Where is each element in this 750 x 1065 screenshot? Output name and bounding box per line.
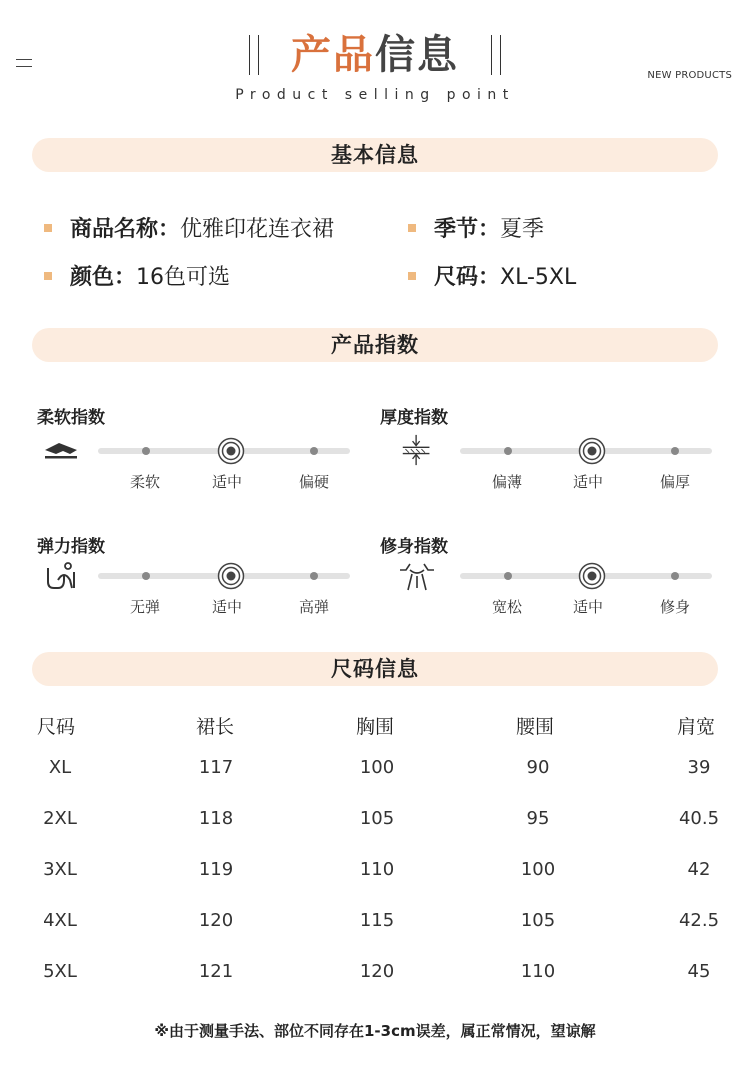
index-dot <box>671 572 679 580</box>
table-cell: 115 <box>359 910 395 931</box>
bullet-icon <box>408 272 416 280</box>
table-header-length: 裙长 <box>196 716 235 738</box>
index-selected-marker <box>217 437 245 465</box>
info-label: 季节： <box>434 217 501 242</box>
table-cell: 110 <box>359 859 395 880</box>
thickness-icon <box>398 434 436 466</box>
measurement-note: ※由于测量手法、部位不同存在1-3cm误差，属正常情况，望谅解 <box>154 1022 596 1040</box>
info-label: 颜色： <box>70 265 137 290</box>
section-basic-info: 基本信息 <box>32 138 718 172</box>
info-product-name <box>44 212 334 243</box>
title-accent: 产品 <box>291 32 375 78</box>
info-value: 16色可选 <box>136 265 231 290</box>
fit-icon <box>398 562 436 594</box>
table-header-shoulder: 肩宽 <box>677 716 716 738</box>
table-cell: 110 <box>520 961 556 982</box>
info-size <box>408 260 576 291</box>
index-tick: 柔软 <box>129 473 160 491</box>
index-tick: 偏硬 <box>298 473 329 491</box>
page-title <box>0 30 750 80</box>
table-cell: 3XL <box>43 859 77 880</box>
index-tick: 偏厚 <box>659 473 690 491</box>
table-cell: 100 <box>520 859 556 880</box>
index-tick: 高弹 <box>298 598 329 616</box>
index-tick: 适中 <box>572 473 603 491</box>
table-cell: 42 <box>687 859 711 880</box>
index-selected-marker <box>217 562 245 590</box>
index-tick: 宽松 <box>491 598 522 616</box>
index-tick: 适中 <box>211 598 242 616</box>
table-cell: 120 <box>359 961 395 982</box>
index-tick: 适中 <box>211 473 242 491</box>
table-cell: 105 <box>359 808 395 829</box>
bullet-icon <box>44 272 52 280</box>
info-value: XL-5XL <box>500 265 577 290</box>
index-title-elasticity: 弹力指数 <box>37 537 105 557</box>
index-dot <box>142 447 150 455</box>
index-dot <box>671 447 679 455</box>
index-dot <box>310 447 318 455</box>
index-tick: 偏薄 <box>491 473 522 491</box>
table-cell: 4XL <box>43 910 77 931</box>
info-color <box>44 260 230 291</box>
table-header-waist: 腰围 <box>516 716 555 738</box>
table-cell: 95 <box>526 808 550 829</box>
table-cell: 45 <box>687 961 711 982</box>
table-header-bust: 胸围 <box>356 716 395 738</box>
title-left-bars <box>249 35 259 75</box>
table-cell: 105 <box>520 910 556 931</box>
info-season <box>408 212 544 243</box>
table-cell: 120 <box>198 910 234 931</box>
new-products-badge: NEW PRODUCTS <box>647 70 732 81</box>
page-subtitle: Product selling point <box>235 87 515 103</box>
table-cell: 100 <box>359 757 395 778</box>
info-label: 商品名称： <box>70 217 181 242</box>
section-product-index: 产品指数 <box>32 328 718 362</box>
info-value: 优雅印花连衣裙 <box>180 217 335 242</box>
index-dot <box>504 572 512 580</box>
table-header-size: 尺码 <box>37 716 76 738</box>
info-value: 夏季 <box>500 217 545 242</box>
table-cell: 119 <box>198 859 234 880</box>
table-cell: 2XL <box>43 808 77 829</box>
index-tick: 无弹 <box>129 598 160 616</box>
soft-icon <box>42 436 80 468</box>
bullet-icon <box>44 224 52 232</box>
table-cell: 40.5 <box>678 808 720 829</box>
section-size-info: 尺码信息 <box>32 652 718 686</box>
table-cell: 5XL <box>43 961 77 982</box>
title-right-bars <box>491 35 501 75</box>
index-dot <box>504 447 512 455</box>
elastic-icon <box>44 560 82 592</box>
index-title-thickness: 厚度指数 <box>380 408 448 428</box>
table-cell: 39 <box>687 757 711 778</box>
index-selected-marker <box>578 562 606 590</box>
index-title-softness: 柔软指数 <box>37 408 105 428</box>
table-cell: 121 <box>198 961 234 982</box>
index-dot <box>142 572 150 580</box>
table-cell: XL <box>48 757 72 778</box>
table-cell: 118 <box>198 808 234 829</box>
index-title-fit: 修身指数 <box>380 537 448 557</box>
table-cell: 117 <box>198 757 234 778</box>
bullet-icon <box>408 224 416 232</box>
index-tick: 适中 <box>572 598 603 616</box>
info-label: 尺码： <box>434 265 501 290</box>
table-cell: 90 <box>526 757 550 778</box>
index-dot <box>310 572 318 580</box>
index-tick: 修身 <box>659 598 690 616</box>
index-selected-marker <box>578 437 606 465</box>
title-rest: 信息 <box>375 32 459 78</box>
table-cell: 42.5 <box>678 910 720 931</box>
